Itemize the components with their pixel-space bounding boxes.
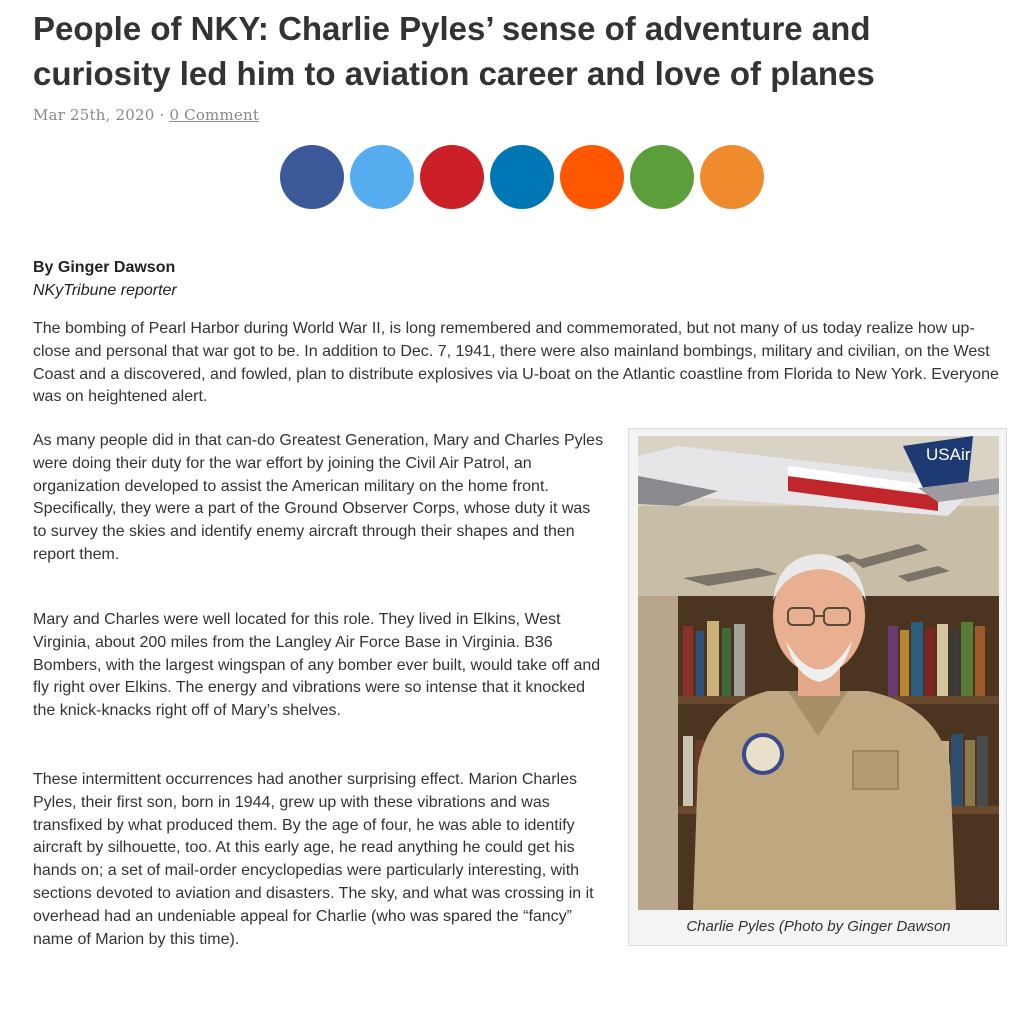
twitter-share-icon[interactable] [350,145,414,209]
print-share-icon[interactable] [630,145,694,209]
pinterest-share-icon[interactable] [420,145,484,209]
email-share-icon[interactable] [700,145,764,209]
comments-link[interactable]: 0 Comment [169,106,260,124]
article-date: Mar 25th, 2020 [33,106,155,124]
meta-separator: · [159,106,165,124]
paragraph-2: As many people did in that can-do Greatest Generation, Mary and Charles Pyles were doing their duty for the war effort by joining the Civil Air Patrol, an organization developed to assist the American military on the home front. Specifically, they were a part of the Ground Observer Corps, whose duty it was to survey the skies and identify enemy aircraft through their shapes and then report them. [33,432,604,563]
photo-figure [628,428,1007,946]
photo-caption: Charlie Pyles (Photo by Ginger Dawson [686,918,951,935]
article-photo [638,436,999,910]
byline-name: By Ginger Dawson [33,259,176,276]
byline [33,256,177,302]
paragraph-3: Mary and Charles were well located for this role. They lived in Elkins, West Virginia, about 200 miles from the Langley Air Force Base in Virginia. B36 Bombers, with the largest wingspan of any bomber ever built, would take off and fly right over Elkins. The energy and vibrations were so intense that it knocked the knick-knacks right off of Mary’s shelves. [33,611,601,720]
linkedin-share-icon[interactable] [490,145,554,209]
reddit-share-icon[interactable] [560,145,624,209]
share-bar [280,145,764,209]
article-title: People of NKY: Charlie Pyles’ sense of adventure and curiosity led him to aviation career and love of planes [33,10,875,92]
plane-livery-text: USAir [926,445,971,464]
paragraph-1: The bombing of Pearl Harbor during World War II, is long remembered and commemorated, but not many of us today realize how up-close and personal that war got to be. In addition to Dec. 7, 1941, there were also mainland bombings, military and civilian, on the West Coast and a discovered, and fowled, plan to distribute explosives via U-boat on the Atlantic coastline from Florida to New York. Everyone was on heightened alert. [33,320,999,406]
article-meta [33,106,259,124]
facebook-share-icon[interactable] [280,145,344,209]
byline-role: NKyTribune reporter [33,282,177,299]
paragraph-4: These intermittent occurrences had another surprising effect. Marion Charles Pyles, their first son, born in 1944, grew up with these vibrations and was transfixed by what produced them. By the age of four, he was able to identify aircraft by silhouette, too. At this early age, he read anything he could get his hands on; a set of mail-order encyclopedias were particularly interesting, with sections devoted to aviation and disasters. The sky, and what was crossing in it overhead had an undeniable appeal for Charlie (who was spared the “fancy” name of Marion by this time). [33,771,594,948]
